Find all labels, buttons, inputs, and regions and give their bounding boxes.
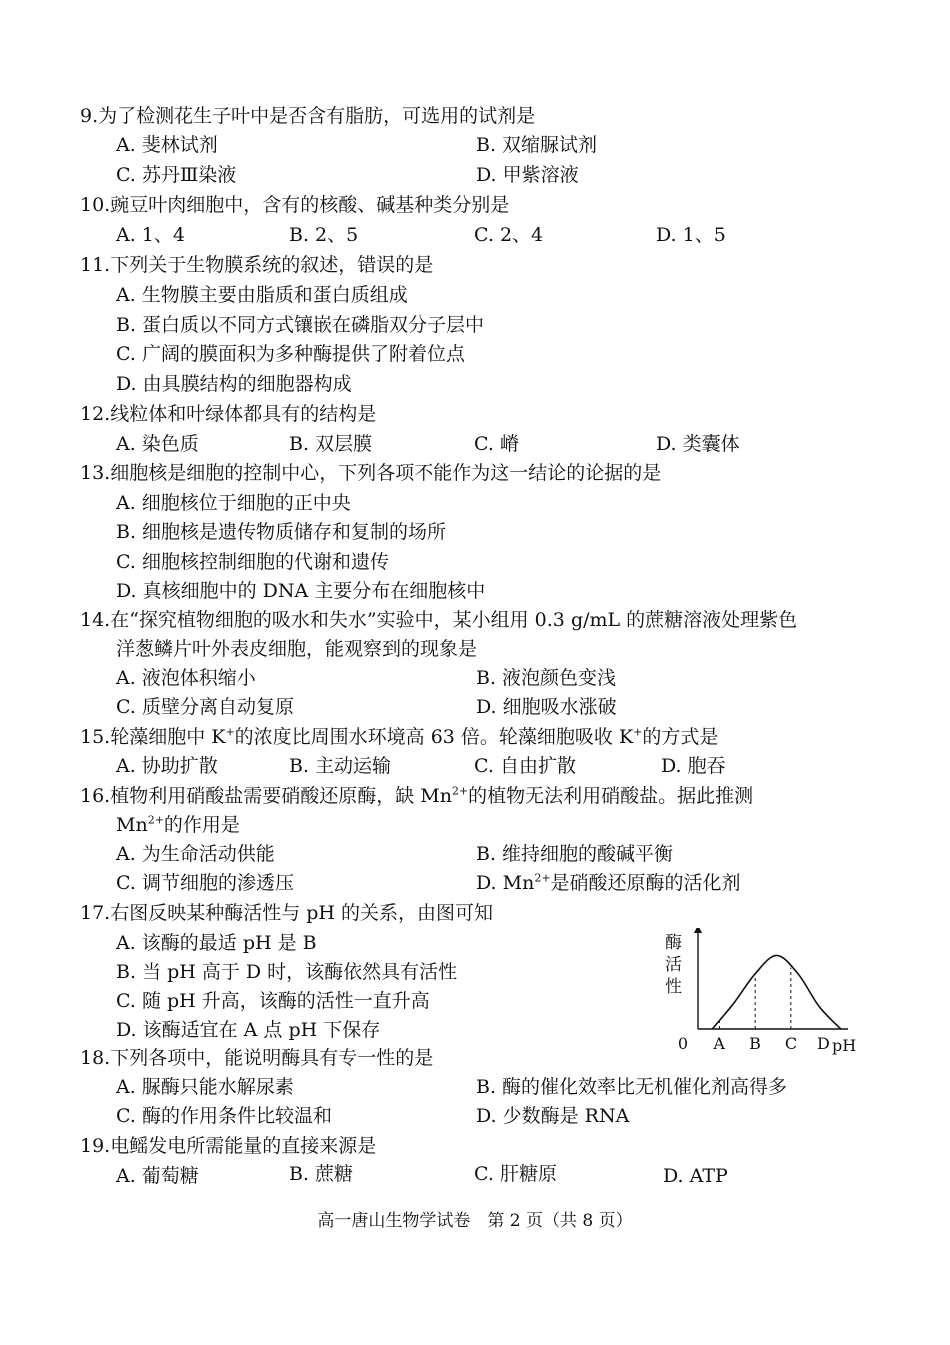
q16-option-d: D. $Mn^{2+}$是硝酸还原酶的活化剂: [476, 871, 741, 894]
q12-stem: 12.线粒体和叶绿体都具有的结构是: [80, 403, 377, 425]
activity-curve: [712, 955, 841, 1029]
q17-stem: 17.右图反映某种酶活性与 pH 的关系，由图可知: [80, 902, 494, 924]
q12-option-d: D. 类囊体: [656, 433, 740, 455]
q14-option-c: C. 质壁分离自动复原: [116, 696, 294, 718]
q10-option-d: D. 1、5: [656, 224, 726, 246]
x-axis-label: pH: [832, 1036, 857, 1055]
y-axis-arrow: [694, 928, 702, 933]
q9-option-d: D. 甲紫溶液: [476, 164, 579, 186]
origin-label: 0: [677, 1034, 688, 1053]
q14-option-d: D. 细胞吸水涨破: [476, 696, 617, 718]
q12-option-b: B. 双层膜: [289, 433, 373, 455]
q15-option-d: D. 胞吞: [661, 755, 726, 777]
enzyme-activity-chart: [660, 928, 860, 1060]
x-tick-label-c: C: [784, 1034, 798, 1053]
q9-option-c: C. 苏丹Ⅲ染液: [116, 164, 237, 186]
q14-stem-line1: 14.在“探究植物细胞的吸水和失水”实验中，某小组用 0.3 g/mL 的蔗糖溶液处理紫色: [80, 609, 798, 631]
q10-stem: 10.豌豆叶肉细胞中，含有的核酸、碱基种类分别是: [80, 194, 510, 216]
q16-stem-line2: $Mn^{2+}$的作用是: [116, 813, 240, 836]
q16-option-a: A. 为生命活动供能: [116, 843, 275, 865]
q13-option-a: A. 细胞核位于细胞的正中央: [116, 492, 351, 514]
q9-option-b: B. 双缩脲试剂: [476, 134, 598, 156]
q18-option-d: D. 少数酶是 RNA: [476, 1105, 630, 1127]
q18-option-b: B. 酶的催化效率比无机催化剂高得多: [476, 1076, 788, 1098]
q10-option-a: A. 1、4: [116, 224, 185, 246]
q18-option-a: A. 脲酶只能水解尿素: [116, 1076, 294, 1098]
q19-option-a: A. 葡萄糖: [116, 1165, 199, 1187]
q11-option-a: A. 生物膜主要由脂质和蛋白质组成: [116, 284, 408, 306]
q17-option-c: C. 随 pH 升高，该酶的活性一直升高: [116, 990, 430, 1012]
q15-option-a: A. 协助扩散: [116, 755, 218, 777]
q9-stem: 9.为了检测花生子叶中是否含有脂肪，可选用的试剂是: [80, 105, 536, 127]
q16-stem-line1: 16.植物利用硝酸盐需要硝酸还原酶，缺 $Mn^{2+}$的植物无法利用硝酸盐。据此推测: [80, 784, 754, 807]
q14-option-b: B. 液泡颜色变浅: [476, 667, 617, 689]
y-axis-label-char: 性: [665, 977, 682, 997]
q15-stem: 15.轮藻细胞中 K+的浓度比周围水环境高 63 倍。轮藻细胞吸收 K+的方式是: [80, 725, 719, 748]
q10-option-c: C. 2、4: [474, 224, 544, 246]
q10-option-b: B. 2、5: [289, 224, 359, 246]
q16-option-c: C. 调节细胞的渗透压: [116, 872, 294, 894]
q19-option-b: B. 蔗糖: [289, 1163, 354, 1185]
q11-option-b: B. 蛋白质以不同方式镶嵌在磷脂双分子层中: [116, 314, 485, 336]
q14-option-a: A. 液泡体积缩小: [116, 667, 256, 689]
x-tick-label-b: B: [749, 1034, 761, 1053]
q19-option-c: C. 肝糖原: [474, 1163, 557, 1185]
q11-stem: 11.下列关于生物膜系统的叙述，错误的是: [80, 254, 434, 276]
page-footer: 高一唐山生物学试卷 第 2 页（共 8 页）: [317, 1211, 633, 1231]
q16-option-b: B. 维持细胞的酸碱平衡: [476, 843, 674, 865]
q17-option-d: D. 该酶适宜在 A 点 pH 下保存: [116, 1019, 381, 1041]
q15-option-c: C. 自由扩散: [474, 755, 576, 777]
q17-option-b: B. 当 pH 高于 D 时，该酶依然具有活性: [116, 961, 458, 983]
x-tick-label-d: D: [817, 1034, 830, 1053]
q12-option-c: C. 嵴: [474, 433, 519, 455]
q11-option-c: C. 广阔的膜面积为多种酶提供了附着位点: [116, 343, 465, 365]
q14-stem-line2: 洋葱鳞片叶外表皮细胞，能观察到的现象是: [116, 638, 478, 660]
q13-option-d: D. 真核细胞中的 DNA 主要分布在细胞核中: [116, 580, 486, 602]
q12-option-a: A. 染色质: [116, 433, 199, 455]
y-axis-label-char: 活: [665, 955, 682, 975]
q13-option-c: C. 细胞核控制细胞的代谢和遗传: [116, 551, 389, 573]
q13-option-b: B. 细胞核是遗传物质储存和复制的场所: [116, 521, 447, 543]
q11-option-d: D. 由具膜结构的细胞器构成: [116, 373, 352, 395]
q18-option-c: C. 酶的作用条件比较温和: [116, 1105, 332, 1127]
y-axis-label-char: 酶: [665, 933, 682, 953]
q9-option-a: A. 斐林试剂: [116, 134, 218, 156]
q18-stem: 18.下列各项中，能说明酶具有专一性的是: [80, 1047, 434, 1069]
q13-stem: 13.细胞核是细胞的控制中心，下列各项不能作为这一结论的论据的是: [80, 462, 662, 484]
q15-option-b: B. 主动运输: [289, 755, 392, 777]
x-tick-label-a: A: [713, 1034, 725, 1053]
q19-stem: 19.电鳐发电所需能量的直接来源是: [80, 1135, 377, 1157]
q17-option-a: A. 该酶的最适 pH 是 B: [116, 932, 317, 954]
q19-option-d: D. ATP: [663, 1165, 728, 1187]
